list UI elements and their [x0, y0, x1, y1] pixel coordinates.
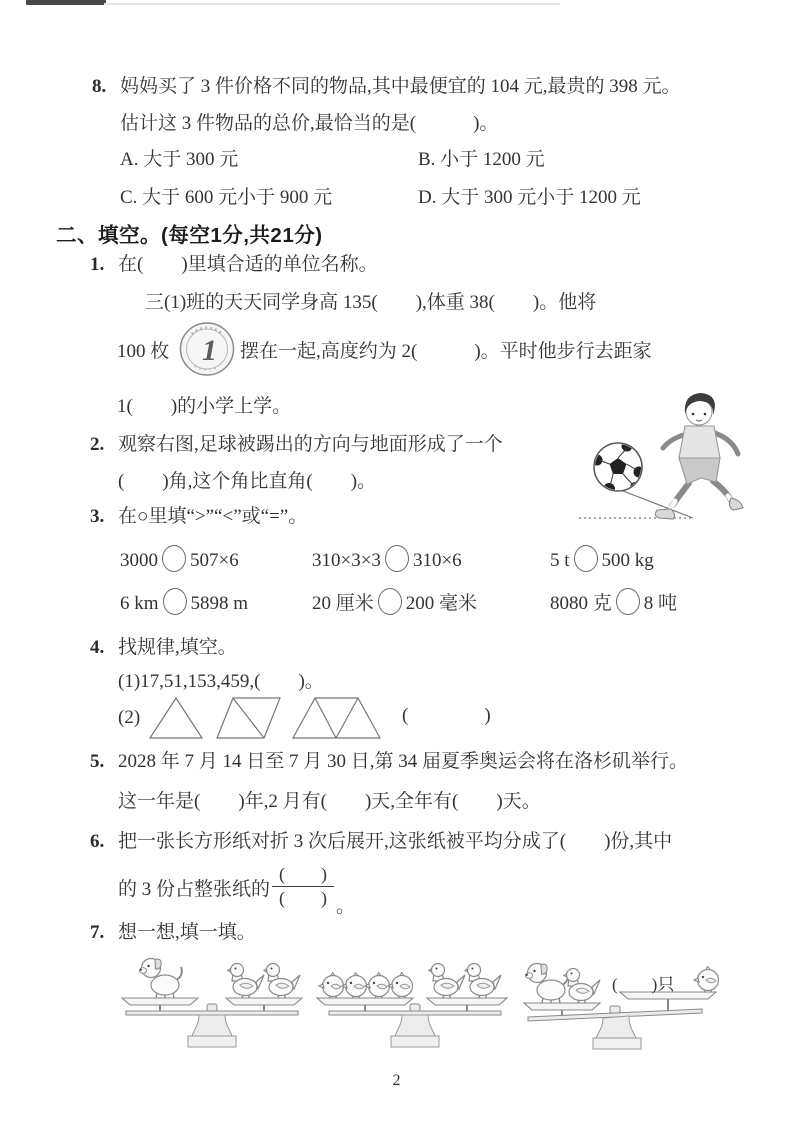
comparison-item: 3000 507×6 — [120, 545, 239, 573]
chick-icon — [365, 973, 390, 999]
scan-artifact-line — [26, 0, 106, 5]
question-text: 三(1)班的天天同学身高 135( ),体重 38( )。他将 — [145, 292, 597, 313]
option-d: D. 大于 300 元小于 1200 元 — [418, 187, 641, 208]
option-b: B. 小于 1200 元 — [418, 149, 545, 170]
shorts — [679, 458, 720, 484]
answer-circle — [163, 588, 187, 615]
trapezoid-shape — [293, 698, 380, 738]
question-number: 8. — [92, 76, 107, 97]
duck-icon — [465, 964, 501, 999]
boy-figure — [655, 393, 743, 519]
question-text: 在( )里填合适的单位名称。 — [118, 254, 378, 275]
duck-icon — [228, 964, 264, 999]
question-text: 这一年是( )年,2 月有( )天,全年有( )天。 — [118, 791, 541, 812]
question-text: 估计这 3 件物品的总价,最恰当的是( )。 — [120, 113, 499, 134]
question-text: (2) — [118, 707, 141, 728]
option-c: C. 大于 600 元小于 900 元 — [120, 187, 333, 208]
duck-icon — [429, 964, 465, 999]
chick-icon — [694, 967, 719, 993]
triangle-shape — [150, 698, 202, 738]
parallelogram-shape — [217, 698, 280, 738]
chick-icon — [388, 973, 413, 999]
question-text: 的 3 份占整张纸的 $\frac{( )}{( )}$ 。 — [118, 864, 356, 917]
fraction-blank — [272, 865, 334, 909]
question-number: 7. — [90, 922, 105, 943]
shirt — [679, 426, 720, 461]
question-number: 3. — [90, 506, 105, 527]
answer-blank: ( ) — [402, 705, 491, 726]
answer-circle — [616, 588, 640, 615]
answer-circle — [574, 545, 598, 572]
question-number: 5. — [90, 751, 105, 772]
section-header-fill-in-blanks: 二、填空。(每空1分,共21分) — [56, 224, 323, 247]
chick-icon — [319, 973, 344, 999]
question-text: 找规律,填空。 — [118, 637, 237, 658]
shoe — [729, 498, 743, 510]
question-text: 2028 年 7 月 14 日至 7 月 30 日,第 34 届夏季奥运会将在洛杉矶举行。 — [118, 751, 689, 772]
comparison-item: 310×3×3 310×6 — [312, 545, 462, 573]
balance-scale-2 — [315, 948, 515, 1050]
dog-icon — [525, 964, 567, 1004]
question-text: (1)17,51,153,459,( )。 — [118, 671, 324, 692]
page-number: 2 — [392, 1072, 401, 1089]
question-text: 观察右图,足球被踢出的方向与地面形成了一个 — [118, 434, 503, 455]
question-number: 6. — [90, 831, 105, 852]
question-text: 摆在一起,高度约为 2( )。平时他步行去距家 — [240, 341, 652, 362]
question-number: 4. — [90, 637, 105, 658]
question-number: 1. — [90, 254, 105, 275]
chick-icon — [342, 973, 367, 999]
comparison-item: 20 厘米 200 毫米 — [312, 588, 477, 616]
question-text: 想一想,填一填。 — [118, 922, 256, 943]
soccer-kick-illustration — [575, 388, 753, 523]
answer-circle — [378, 588, 402, 615]
dog-icon — [139, 959, 181, 999]
question-text: 妈妈买了 3 件价格不同的物品,其中最便宜的 104 元,最贵的 398 元。 — [120, 76, 681, 97]
question-text: ( )角,这个角比直角( )。 — [118, 471, 377, 492]
answer-blank-label: ( )只 — [612, 975, 675, 994]
question-text: 1( )的小学上学。 — [117, 396, 292, 417]
pattern-shapes-illustration — [150, 696, 390, 742]
coin-value: 1 — [202, 334, 217, 367]
balance-scale-1 — [112, 948, 312, 1050]
comparison-item: 6 km 5898 m — [120, 588, 248, 616]
fraction-denominator: ( ) — [279, 888, 328, 908]
soccer-ball-icon — [592, 441, 645, 496]
balance-scale-3 — [510, 948, 730, 1050]
answer-circle — [162, 545, 186, 572]
scan-artifact-line — [104, 3, 560, 5]
fraction-bar — [272, 886, 334, 887]
one-yuan-coin-icon — [178, 320, 236, 378]
comparison-item: 8080 克 8 吨 — [550, 588, 677, 616]
comparison-item: 5 t 500 kg — [550, 545, 654, 573]
question-text: 100 枚 — [117, 341, 170, 362]
question-text: 在○里填“>”“<”或“=”。 — [118, 506, 308, 527]
question-number: 2. — [90, 434, 105, 455]
duck-icon — [264, 964, 300, 999]
question-text: 把一张长方形纸对折 3 次后展开,这张纸被平均分成了( )份,其中 — [118, 831, 673, 852]
duck-icon — [564, 969, 600, 1004]
option-a: A. 大于 300 元 — [120, 149, 239, 170]
shoe — [655, 509, 674, 519]
answer-circle — [385, 545, 409, 572]
fraction-numerator: ( ) — [279, 864, 328, 885]
